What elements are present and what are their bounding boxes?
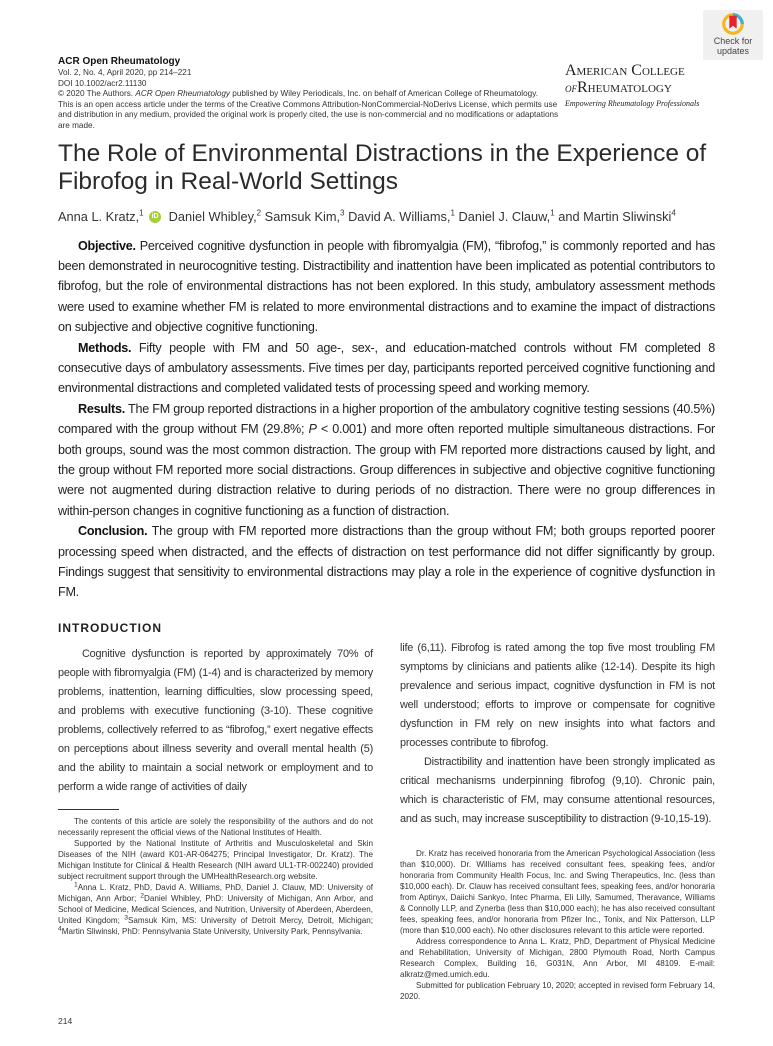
author-list xyxy=(58,208,738,226)
copyright-journal: ACR Open Rheumatology xyxy=(135,89,231,99)
volume-info: Vol. 2, No. 4, April 2020, pp 214–221 xyxy=(58,68,192,77)
author-name: and Martin Sliwinski xyxy=(558,208,672,224)
affiliation-sup: 3 xyxy=(124,914,129,922)
abstract-results xyxy=(58,399,715,521)
affiliation: Daniel Whibley, PhD: University of Michigan, Ann Arbor, and School of Medicine, Medical Sciences, and Nutrition, University of Aberdeen, Aberdeen, United Kingdom; xyxy=(58,893,373,925)
abstract-conclusion xyxy=(58,521,715,603)
author[interactable] xyxy=(58,209,144,224)
abstract-methods xyxy=(58,338,715,399)
paragraph: life (6,11). Fibrofog is rated among the top five most troubling FM symptoms by clinicians and patients alike (12-14). Despite its high prevalence and serious impact, cognitive dysfunction in FM is not well understood; efforts to improve or compensate for cognitive dysfunction in FM rely on new insights into what factors and processes contribute to fibrofog. xyxy=(400,641,715,749)
methods-text: Fifty people with FM and 50 age-, sex-, and education-matched controls without FM completed 8 consecutive days of ambulatory assessments. Five times per day, participants reported perceived cognitive functioning and environmental distractions and completed validated tests of processing speed and working memory. xyxy=(58,340,715,396)
acr-logo xyxy=(565,62,715,108)
copyright-prefix: © 2020 The Authors. xyxy=(58,89,136,99)
results-text: The FM group reported distractions in a higher proportion of the ambulatory cognitive testing sessions (40.5%) compared with the group without FM (29.8%; xyxy=(58,401,715,437)
logo-line2 xyxy=(565,79,715,97)
check-for-updates-button[interactable] xyxy=(703,10,763,60)
author-affiliation-sup: 2 xyxy=(256,208,262,218)
author-name: Daniel J. Clauw, xyxy=(458,208,551,224)
methods-label: Methods. xyxy=(78,340,132,355)
conclusion-label: Conclusion. xyxy=(78,524,148,539)
footnotes-left xyxy=(58,816,373,937)
check-updates-icon xyxy=(721,12,745,36)
author[interactable] xyxy=(265,209,345,224)
left-column-body xyxy=(58,645,373,797)
copyright-rest: published by Wiley Periodicals, Inc. on behalf of American College of Rheumatology. xyxy=(230,89,538,99)
header-right xyxy=(565,10,753,108)
footnote-correspondence: Address correspondence to Anna L. Kratz, PhD, Department of Physical Medicine and Rehabilitation, University of Michigan, 2800 Plymouth Road, North Campus Research Complex, Building 16, G031N, Ann Arbor, MI 48109. E-mail: alkratz@med.umich.edu. xyxy=(400,936,715,979)
affiliation: Martin Sliwinski, PhD: Pennsylvania State University, University Park, Pennsylvania. xyxy=(61,926,363,936)
footnote-affiliations xyxy=(58,882,373,937)
footnote-submission: Submitted for publication February 10, 2020; accepted in revised form February 14, 2020. xyxy=(400,980,715,1001)
author-affiliation-sup: 3 xyxy=(340,208,345,218)
p-value-symbol: P xyxy=(308,422,317,437)
check-updates-line1: Check for xyxy=(713,36,753,46)
author-affiliation-sup: 1 xyxy=(139,208,144,218)
left-column xyxy=(58,639,373,1002)
license-text: This is an open access article under the terms of the Creative Commons Attribution-NonCommercial-NoDerivs License, which permits use and distribution in any medium, provided the original work is properly cited, the use is non-commercial and no modifications or adaptations are made. xyxy=(58,99,559,130)
logo-of: of xyxy=(565,80,577,95)
author[interactable] xyxy=(169,209,261,224)
footnote-disclaimer: The contents of this article are solely the responsibility of the authors and do not necessarily represent the official views of the National Institutes of Health. xyxy=(58,816,373,837)
right-column-body xyxy=(400,639,715,829)
affiliation-sup: 1 xyxy=(74,881,78,889)
author[interactable] xyxy=(458,209,554,224)
logo-tagline: Empowering Rheumatology Professionals xyxy=(565,99,700,108)
author-name: Anna L. Kratz, xyxy=(58,208,140,224)
affiliation: Anna L. Kratz, PhD, David A. Williams, PhD, Daniel J. Clauw, MD: University of Michigan, Ann Arbor; xyxy=(58,882,373,903)
author[interactable] xyxy=(558,209,676,224)
copyright xyxy=(58,89,563,100)
author-name: Samsuk Kim, xyxy=(264,208,341,224)
paragraph: Distractibility and inattention have been strongly implicated as critical mechanisms underpinning fibrofog (9,10). Chronic pain, which is characteristic of FM, may consume attentional resources, and as such, may increase susceptibility to distraction (9-10,15-19). xyxy=(400,755,715,825)
abstract-objective xyxy=(58,236,715,338)
footnote-divider xyxy=(58,809,119,810)
footnote-funding: Supported by the National Institute of Arthritis and Musculoskeletal and Skin Diseases of the NIH (award K01-AR-064275; Principal Investigator, Dr. Kratz). The Michigan Institute for Clinical & Health Research (NIH award UL1-TR-002240) provided subject recruitment support through the UMHealthResearch.org website. xyxy=(58,838,373,881)
objective-text: Perceived cognitive dysfunction in people with fibromyalgia (FM), “fibrofog,” is commonly reported and has been demonstrated in neurocognitive testing. Distractibility and inattention have been implicated as potential contributors to fibrofog, but the role of environmental distractions has not been explored. In this study, ambulatory assessment methods were used to examine whether FM is related to more environmental distractions and to examine the impact of distractions on subjective and objective cognitive functioning. xyxy=(58,238,715,335)
journal-name: ACR Open Rheumatology xyxy=(58,56,181,67)
author-name: David A. Williams, xyxy=(348,208,451,224)
page-number: 214 xyxy=(58,1015,73,1026)
footnotes-right xyxy=(400,848,715,1002)
author-affiliation-sup: 4 xyxy=(671,208,676,218)
results-text-cont: < 0.001) and more often reported multiple simultaneous distractions. For both groups, sound was the most common distraction. The group with FM reported more distractions caused by light, and the group without FM reported more social distractions. Group differences in subjective and objective cognitive functioning were not augmented during distraction relative to during periods of no distraction. There were no group differences in within-person changes in cognitive functioning as a function of distraction. xyxy=(58,422,715,518)
top-row xyxy=(58,10,753,132)
paragraph: Cognitive dysfunction is reported by approximately 70% of people with fibromyalgia (FM) (1-4) and is characterized by memory problems, inattention, learning difficulties, slow processing speed, and problems with executive functioning (3-10). These cognitive problems, collectively referred to as “fibrofog,” exert negative effects on perceptions about illness severity and overall mental health (5) and the ability to maintain a social network or employment and to perform a wide range of activities of daily xyxy=(58,647,373,793)
article-title: The Role of Environmental Distractions in the Experience of Fibrofog in Real-World Settings xyxy=(58,139,707,195)
author[interactable] xyxy=(348,209,455,224)
doi: DOI 10.1002/acr2.11130 xyxy=(58,78,147,88)
footnote-disclosures: Dr. Kratz has received honoraria from the American Psychological Association (less than $10,000). Dr. Williams has received consultant fees, speaking fees, and/or honoraria from Community Health Focus, Inc. and Swing Therapeutics, Inc. (less than $10,000 each). Dr. Clauw has received consultant fees, speaking fees, and/or honoraria from Aptinyx, Daiichi Sankyo, Intec Pharma, Eli Lilly, Samumed, Theravance, Williams & Connolly LLP, and Zynerba (less than $10,000 each); he has also received consultant fees, speaking fees, and/or honoraria from Pfizer Inc., Tonix, and Nix Patterson, LLP (more than $10,000 each). No other disclosures relevant to this article were reported. xyxy=(400,848,715,935)
objective-label: Objective. xyxy=(78,238,136,253)
author-affiliation-sup: 1 xyxy=(450,208,455,218)
conclusion-text: The group with FM reported more distractions than the group without FM; both groups reported poorer processing speed when distracted, and the effects of distraction on test performance did not differ significantly by group. Findings suggest that sensitivity to environmental distractions may play a role in the experience of cognitive dysfunction in FM. xyxy=(58,524,715,600)
affiliation: Samsuk Kim, MS: University of Detroit Mercy, Detroit, Michigan; xyxy=(128,915,373,925)
two-column-body xyxy=(58,639,715,1002)
results-label: Results. xyxy=(78,401,125,416)
logo-line1: American College xyxy=(565,62,685,79)
right-column xyxy=(400,639,715,1002)
check-updates-line2: updates xyxy=(716,46,750,56)
orcid-icon[interactable]: iD xyxy=(149,211,161,223)
abstract xyxy=(58,236,715,603)
affiliation-sup: 4 xyxy=(58,925,62,933)
logo-rheumatology: Rheumatology xyxy=(577,79,672,96)
affiliation-sup: 2 xyxy=(140,892,144,900)
journal-header xyxy=(58,56,563,132)
section-heading-introduction: INTRODUCTION xyxy=(58,620,162,635)
author-name: Daniel Whibley, xyxy=(168,208,257,224)
author-affiliation-sup: 1 xyxy=(550,208,555,218)
